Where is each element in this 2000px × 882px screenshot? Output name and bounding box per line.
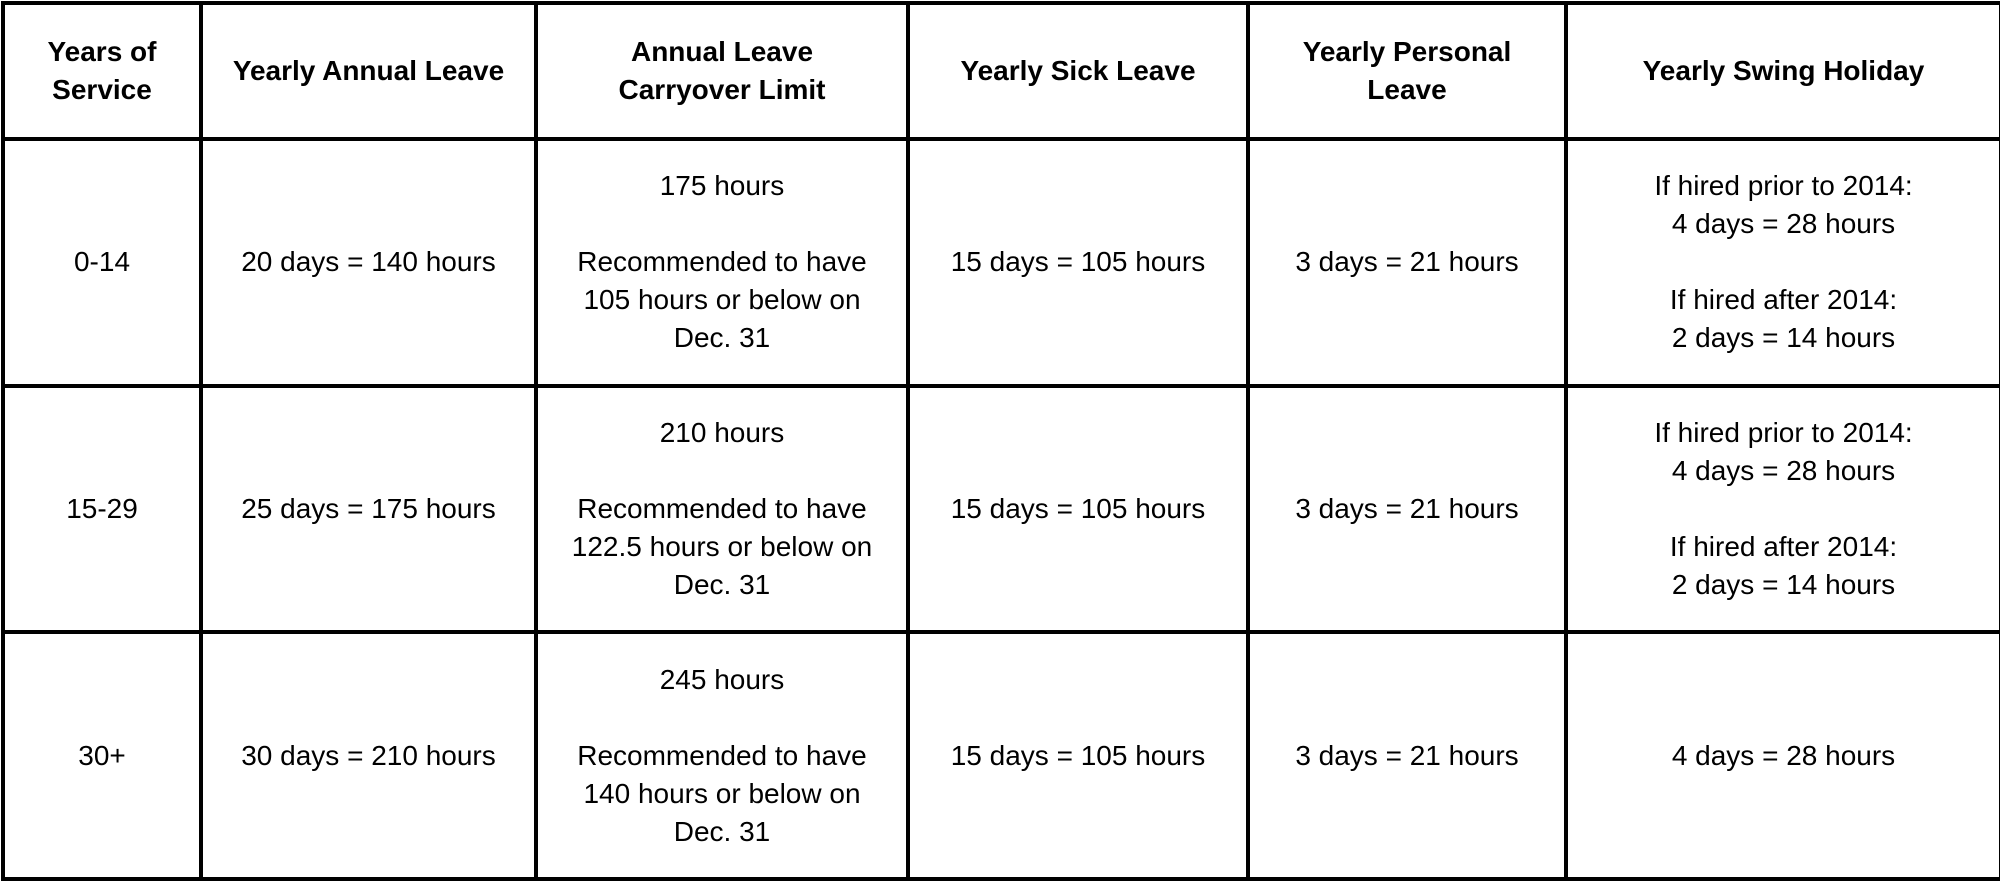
swing-prior-value: 4 days = 28 hours bbox=[1671, 208, 1896, 240]
swing-value: 4 days = 28 hours bbox=[1671, 739, 1896, 771]
swing-after-value: 2 days = 14 hours bbox=[1671, 322, 1896, 354]
sick-leave-cell: 15 days = 105 hours bbox=[908, 139, 1248, 386]
personal-leave-cell: 3 days = 21 hours bbox=[1248, 386, 1566, 633]
table-header bbox=[3, 3, 2000, 139]
years-of-service-cell: 0-14 bbox=[3, 139, 201, 386]
swing-holiday-cell bbox=[1566, 632, 2000, 879]
years-of-service-cell: 15-29 bbox=[3, 386, 201, 633]
annual-leave-cell: 25 days = 175 hours bbox=[201, 386, 536, 633]
table-body bbox=[3, 139, 2000, 879]
header-yearly-sick-leave: Yearly Sick Leave bbox=[908, 3, 1248, 139]
sick-leave-cell: 15 days = 105 hours bbox=[908, 632, 1248, 879]
swing-prior-label: If hired prior to 2014: bbox=[1654, 170, 1913, 202]
swing-prior-value: 4 days = 28 hours bbox=[1671, 454, 1896, 486]
header-yearly-swing-holiday: Yearly Swing Holiday bbox=[1566, 3, 2000, 139]
header-row bbox=[3, 3, 2000, 139]
carryover-limit-cell bbox=[536, 386, 908, 633]
leave-policy-table bbox=[1, 1, 2000, 881]
swing-holiday-cell bbox=[1566, 386, 2000, 633]
swing-after-label: If hired after 2014: bbox=[1669, 530, 1898, 562]
header-yearly-annual-leave: Yearly Annual Leave bbox=[201, 3, 536, 139]
swing-after-label: If hired after 2014: bbox=[1669, 284, 1898, 316]
years-of-service-cell: 30+ bbox=[3, 632, 201, 879]
swing-after-value: 2 days = 14 hours bbox=[1671, 568, 1896, 600]
carryover-limit-value: 175 hours bbox=[659, 170, 785, 202]
table-row bbox=[3, 139, 2000, 386]
header-carryover-limit: Annual Leave Carryover Limit bbox=[536, 3, 908, 139]
carryover-limit-cell bbox=[536, 139, 908, 386]
carryover-limit-value: 245 hours bbox=[659, 663, 785, 695]
table-row bbox=[3, 386, 2000, 633]
carryover-limit-cell bbox=[536, 632, 908, 879]
carryover-recommendation: Recommended to have 140 hours or below on Dec. 31 bbox=[577, 739, 867, 847]
personal-leave-cell: 3 days = 21 hours bbox=[1248, 632, 1566, 879]
carryover-recommendation: Recommended to have 105 hours or below on Dec. 31 bbox=[577, 246, 867, 354]
annual-leave-cell: 20 days = 140 hours bbox=[201, 139, 536, 386]
swing-holiday-cell bbox=[1566, 139, 2000, 386]
table-row bbox=[3, 632, 2000, 879]
carryover-limit-value: 210 hours bbox=[659, 416, 785, 448]
header-years-of-service: Years of Service bbox=[3, 3, 201, 139]
carryover-recommendation: Recommended to have 122.5 hours or below on Dec. 31 bbox=[571, 492, 873, 600]
header-yearly-personal-leave: Yearly Personal Leave bbox=[1248, 3, 1566, 139]
annual-leave-cell: 30 days = 210 hours bbox=[201, 632, 536, 879]
sick-leave-cell: 15 days = 105 hours bbox=[908, 386, 1248, 633]
swing-prior-label: If hired prior to 2014: bbox=[1654, 416, 1913, 448]
personal-leave-cell: 3 days = 21 hours bbox=[1248, 139, 1566, 386]
